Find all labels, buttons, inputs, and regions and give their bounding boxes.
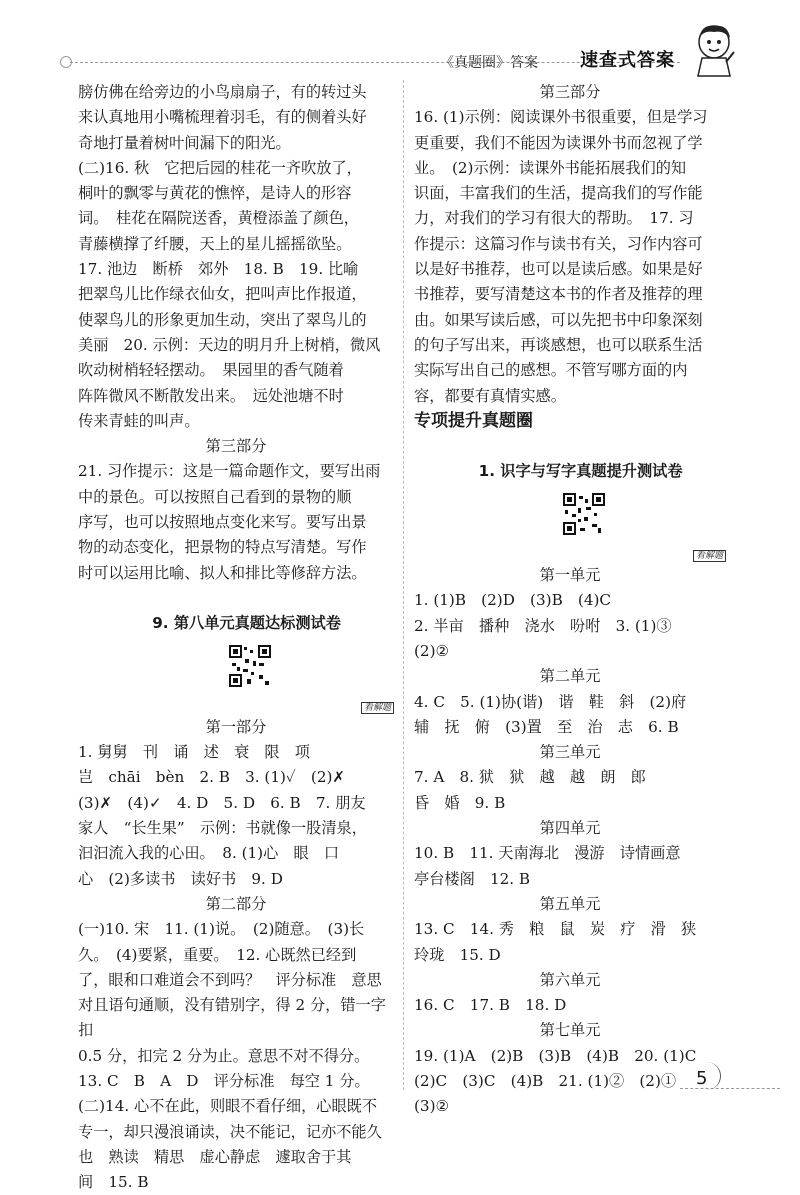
text-line: 7. A 8. 狱 狱 越 越 朗 郎	[414, 768, 646, 787]
text-line: 传来青蛙的叫声。	[78, 411, 200, 430]
text-line: (一)10. 宋 11. (1)说。 (2)随意。 (3)长	[78, 920, 365, 939]
text-line: 阵阵微风不断散发出来。 远处池塘不时	[78, 386, 344, 405]
text-line: 19. (1)A (2)B (3)B (4)B 20. (1)C	[414, 1046, 697, 1065]
page-number: 5	[696, 1068, 708, 1089]
text-line: 亭台楼阁 12. B	[414, 869, 531, 888]
text-line: (3)②	[414, 1097, 450, 1116]
paper-title	[414, 434, 726, 552]
text-line: (二)14. 心不在此，则眼不看仔细，心眼既不	[78, 1097, 378, 1116]
qr-caption: 看解题	[693, 550, 726, 562]
text-line: 的句子写出来，再谈感想，也可以联系生活	[414, 335, 703, 354]
text-line: 4. C 5. (1)协(谐) 谐 鞋 斜 (2)府	[414, 692, 687, 711]
text-line: 13. C 14. 秀 粮 鼠 炭 疗 滑 狭	[414, 920, 697, 939]
paper-title-text: 1. 识字与写字真题提升测试卷	[478, 462, 683, 481]
text-line: 汩汩流入我的心田。 8. (1)心 眼 口	[78, 844, 340, 863]
text-line: 16. (1)示例：阅读课外书很重要，但是学习	[414, 108, 708, 127]
text-line: 16. C 17. B 18. D	[414, 996, 567, 1015]
section-title: 第三部分	[205, 437, 267, 456]
paper-title-text: 9. 第八单元真题达标测试卷	[152, 614, 341, 633]
book-title: 《真题圈》答案	[440, 55, 538, 71]
text-line: 13. C B A D 评分标准 每空 1 分。	[78, 1071, 370, 1090]
brand-title: 速查式答案	[580, 50, 675, 71]
text-line: 昏 婚 9. B	[414, 793, 506, 812]
text-line: 久。 (4)要紧，重要。 12. 心既然已经到	[78, 945, 357, 964]
text-line: 2. 半亩 播种 浇水 吩咐 3. (1)③	[414, 616, 672, 635]
text-line: 识面，丰富我们的生活，提高我们的写作能	[414, 184, 703, 203]
text-line: 吹动树梢轻轻摆动。 果园里的香气随着	[78, 361, 344, 380]
text-line: 了，眼和口难道会不到吗？ 评分标准 意思	[78, 970, 382, 989]
text-line: 1. (1)B (2)D (3)B (4)C	[414, 591, 612, 610]
text-line: 以是好书推荐，也可以是读后感。如果是好	[414, 260, 703, 279]
text-line: 奇地打量着树叶间漏下的阳光。	[78, 133, 291, 152]
text-line: (3)✗ (4)✓ 4. D 5. D 6. B 7. 朋友	[78, 793, 366, 812]
unit-title: 第五单元	[539, 894, 601, 913]
qr-code-icon[interactable]	[563, 493, 605, 535]
text-line: 也 熟读 精思 虚心静虑 遽取舍于其	[78, 1147, 352, 1166]
text-line: 桐叶的飘零与黄花的憔悴，是诗人的形容	[78, 184, 352, 203]
page-header	[0, 0, 800, 90]
qr-caption: 看解题	[361, 702, 394, 714]
text-line: 容，都要有真情实感。	[414, 386, 566, 405]
text-line: 使翠鸟儿的形象更加生动，突出了翠鸟儿的	[78, 310, 367, 329]
left-column	[78, 80, 394, 1195]
text-line: 1. 舅舅 刊 诵 述 衰 限 项	[78, 743, 310, 762]
text-line: 17. 池边 断桥 郊外 18. B 19. 比喻	[78, 260, 359, 279]
text-line: 辅 抚 俯 (3)置 至 治 志 6. B	[414, 717, 679, 736]
text-line: 玲珑 15. D	[414, 945, 501, 964]
right-column	[414, 80, 726, 1120]
mascot-icon	[690, 22, 738, 78]
text-line: 0.5 分，扣完 2 分为止。意思不对不得分。	[78, 1046, 370, 1065]
text-line: (2)C (3)C (4)B 21. (1)② (2)①	[414, 1071, 677, 1090]
text-line: 间 15. B	[78, 1173, 149, 1192]
text-line: 由。如果写读后感，可以先把书中印象深刻	[414, 310, 703, 329]
text-line: 对且语句通顺，没有错别字，得 2 分，错一字扣	[78, 996, 386, 1040]
text-line: 青藤横撑了纤腰，天上的星儿摇摇欲坠。	[78, 234, 352, 253]
text-line: 家人 “长生果” 示例：书就像一股清泉，	[78, 819, 367, 838]
special-section-title: 专项提升真题圈	[414, 410, 533, 431]
part-title: 第二部分	[205, 894, 267, 913]
text-line: 心 (2)多读书 读好书 9. D	[78, 869, 283, 888]
unit-title: 第三单元	[539, 743, 601, 762]
text-line: 力，对我们的学习有很大的帮助。 17. 习	[414, 209, 694, 228]
column-divider	[403, 80, 404, 1090]
text-line: 来认真地用小嘴梳理着羽毛，有的侧着头好	[78, 108, 367, 127]
text-line: 词。 桂花在隔院送香，黄橙添盖了颜色，	[78, 209, 359, 228]
unit-title: 第一单元	[539, 566, 601, 585]
text-line: 中的景色。可以按照自己看到的景物的顺	[78, 487, 352, 506]
text-line: 书推荐，要写清楚这本书的作者及推荐的理	[414, 285, 703, 304]
text-line: 时可以运用比喻、拟人和排比等修辞方法。	[78, 563, 367, 582]
text-line: 岂 chāi bèn 2. B 3. (1)✓ (2)✗	[78, 768, 346, 787]
text-line: 把翠鸟儿比作绿衣仙女，把叫声比作报道，	[78, 285, 367, 304]
unit-title: 第四单元	[539, 819, 601, 838]
text-line: 专一，却只漫浪诵读，决不能记，记亦不能久	[78, 1122, 382, 1141]
unit-title: 第六单元	[539, 970, 601, 989]
qr-code-icon[interactable]	[229, 645, 271, 687]
text-line: 作提示：这篇习作与读书有关，习作内容可	[414, 234, 703, 253]
text-line: 21. 习作提示：这是一篇命题作文，要写出雨	[78, 462, 381, 481]
text-line: (二)16. 秋 它把后园的桂花一齐吹放了，	[78, 158, 362, 177]
part-title: 第一部分	[205, 717, 267, 736]
text-line: (2)②	[414, 641, 450, 660]
text-line: 业。 (2)示例：读课外书能拓展我们的知	[414, 158, 687, 177]
paper-title	[78, 586, 394, 704]
text-line: 物的动态变化，把景物的特点写清楚。写作	[78, 538, 367, 557]
unit-title: 第二单元	[539, 667, 601, 686]
section-title: 第三部分	[539, 83, 601, 101]
text-line: 实际写出自己的感想。不管写哪方面的内	[414, 361, 688, 380]
text-line: 序写，也可以按照地点变化来写。要写出景	[78, 513, 367, 532]
text-line: 10. B 11. 天南海北 漫游 诗情画意	[414, 844, 681, 863]
text-line: 美丽 20. 示例：天边的明月升上树梢，微风	[78, 335, 381, 354]
text-line: 更重要，我们不能因为读课外书而忽视了学	[414, 133, 703, 152]
unit-title: 第七单元	[539, 1021, 601, 1040]
text-line: 膀仿佛在给旁边的小鸟扇扇子，有的转过头	[78, 83, 367, 101]
